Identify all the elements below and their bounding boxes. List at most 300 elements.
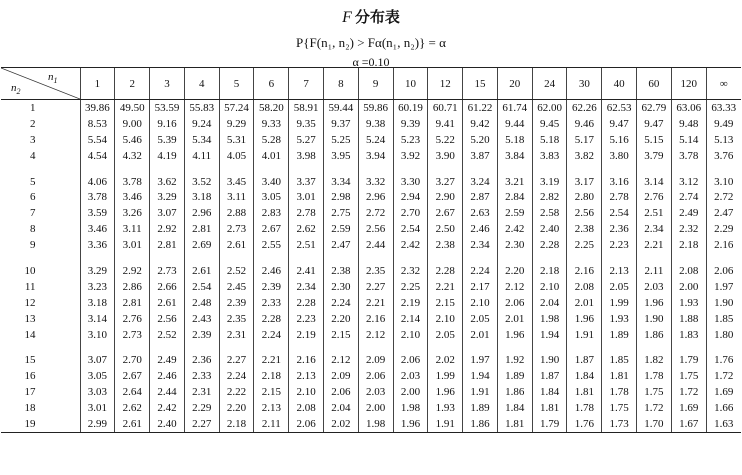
table-cell: 2.23	[602, 237, 637, 253]
table-cell: 1.90	[706, 295, 741, 311]
table-cell: 3.37	[289, 174, 324, 190]
column-header: 20	[497, 68, 532, 100]
table-cell: 2.34	[463, 237, 498, 253]
table-cell: 2.10	[428, 311, 463, 327]
table-cell: 3.40	[254, 174, 289, 190]
table-cell: 1.96	[393, 416, 428, 432]
table-row	[1, 263, 741, 279]
alpha-label: α =0.10	[352, 55, 390, 69]
table-cell: 2.27	[219, 352, 254, 368]
table-cell: 1.84	[567, 368, 602, 384]
table-cell: 5.23	[393, 132, 428, 148]
table-cell: 1.81	[567, 384, 602, 400]
table-cell: 2.25	[393, 279, 428, 295]
table-cell: 1.96	[637, 295, 672, 311]
table-cell: 2.39	[219, 295, 254, 311]
table-cell: 2.16	[706, 237, 741, 253]
row-header: 18	[24, 402, 36, 415]
table-cell: 2.94	[393, 189, 428, 205]
table-cell: 2.46	[463, 221, 498, 237]
table-cell: 3.24	[463, 174, 498, 190]
table-cell: 3.23	[80, 279, 115, 295]
table-cell: 5.27	[289, 132, 324, 148]
table-cell: 2.43	[184, 311, 219, 327]
table-cell: 2.39	[254, 279, 289, 295]
table-cell: 1.89	[497, 368, 532, 384]
table-cell: 2.22	[219, 384, 254, 400]
table-cell: 1.93	[602, 311, 637, 327]
table-cell: 2.24	[323, 295, 358, 311]
row-header: 15	[24, 354, 36, 367]
column-header: 15	[463, 68, 498, 100]
table-cell: 2.80	[567, 189, 602, 205]
table-cell: 2.92	[115, 263, 150, 279]
table-cell: 4.11	[184, 148, 219, 164]
table-cell: 1.87	[532, 368, 567, 384]
table-cell: 2.06	[358, 368, 393, 384]
table-cell: 2.38	[428, 237, 463, 253]
table-cell: 3.32	[358, 174, 393, 190]
table-cell: 3.90	[428, 148, 463, 164]
table-cell: 1.86	[637, 327, 672, 343]
column-header: 24	[532, 68, 567, 100]
table-cell: 2.41	[289, 263, 324, 279]
table-cell: 3.45	[219, 174, 254, 190]
table-cell: 4.19	[150, 148, 185, 164]
table-cell: 3.52	[184, 174, 219, 190]
table-cell: 2.03	[637, 279, 672, 295]
table-cell: 3.17	[567, 174, 602, 190]
table-cell: 2.75	[323, 205, 358, 221]
page-title	[0, 6, 742, 27]
table-cell: 2.21	[428, 279, 463, 295]
table-cell: 2.10	[289, 384, 324, 400]
table-cell: 3.80	[602, 148, 637, 164]
table-cell: 2.08	[671, 263, 706, 279]
table-cell: 1.91	[463, 384, 498, 400]
table-cell: 2.28	[532, 237, 567, 253]
table-cell: 5.18	[532, 132, 567, 148]
table-cell: 2.67	[428, 205, 463, 221]
table-cell: 9.45	[532, 116, 567, 132]
row-header: 7	[30, 207, 36, 220]
group-spacer	[1, 253, 741, 263]
table-cell: 3.87	[463, 148, 498, 164]
header-row	[1, 68, 741, 100]
row-header: 17	[24, 386, 36, 399]
table-cell: 1.85	[706, 311, 741, 327]
title-text: 分布表	[354, 8, 400, 26]
table-cell: 2.29	[184, 400, 219, 416]
table-cell: 5.14	[671, 132, 706, 148]
table-cell: 3.05	[80, 368, 115, 384]
table-cell: 5.20	[463, 132, 498, 148]
table-cell: 1.70	[637, 416, 672, 432]
table-cell: 1.76	[706, 352, 741, 368]
table-cell: 63.33	[706, 100, 741, 116]
table-cell: 2.42	[393, 237, 428, 253]
table-cell: 2.06	[497, 295, 532, 311]
table-cell: 60.71	[428, 100, 463, 116]
column-header: 2	[115, 68, 150, 100]
table-cell: 2.76	[115, 311, 150, 327]
table-cell: 2.00	[393, 384, 428, 400]
table-cell: 2.09	[323, 368, 358, 384]
table-cell: 2.06	[289, 416, 324, 432]
table-cell: 2.61	[184, 263, 219, 279]
table-cell: 61.22	[463, 100, 498, 116]
table-cell: 9.39	[393, 116, 428, 132]
table-row	[1, 116, 741, 132]
table-cell: 2.59	[497, 205, 532, 221]
table-cell: 2.15	[428, 295, 463, 311]
table-cell: 1.66	[706, 400, 741, 416]
table-cell: 3.78	[115, 174, 150, 190]
table-cell: 3.10	[706, 174, 741, 190]
table-cell: 2.73	[150, 263, 185, 279]
column-header: 120	[671, 68, 706, 100]
table-cell: 2.19	[393, 295, 428, 311]
table-cell: 57.24	[219, 100, 254, 116]
table-cell: 2.17	[463, 279, 498, 295]
row-header: 5	[30, 175, 36, 188]
table-cell: 3.78	[80, 189, 115, 205]
table-cell: 2.10	[393, 327, 428, 343]
table-cell: 2.96	[358, 189, 393, 205]
table-cell: 1.86	[463, 416, 498, 432]
table-cell: 1.79	[671, 352, 706, 368]
table-cell: 2.16	[289, 352, 324, 368]
table-cell: 2.50	[428, 221, 463, 237]
table-body	[1, 100, 741, 433]
table-cell: 1.75	[671, 368, 706, 384]
table-cell: 1.85	[602, 352, 637, 368]
table-row	[1, 174, 741, 190]
table-cell: 1.91	[567, 327, 602, 343]
f-distribution-table	[1, 67, 741, 433]
row-header: 2	[30, 117, 36, 130]
table-cell: 3.19	[532, 174, 567, 190]
table-cell: 4.01	[254, 148, 289, 164]
table-cell: 3.05	[254, 189, 289, 205]
table-cell: 3.12	[671, 174, 706, 190]
table-row	[1, 237, 741, 253]
table-cell: 2.04	[323, 400, 358, 416]
table-cell: 53.59	[150, 100, 185, 116]
table-cell: 1.84	[532, 384, 567, 400]
table-cell: 2.35	[219, 311, 254, 327]
table-cell: 3.29	[80, 263, 115, 279]
table-cell: 3.18	[184, 189, 219, 205]
table-cell: 2.64	[115, 384, 150, 400]
table-cell: 9.49	[706, 116, 741, 132]
table-row	[1, 205, 741, 221]
table-cell: 3.07	[150, 205, 185, 221]
table-cell: 2.66	[150, 279, 185, 295]
table-cell: 2.31	[219, 327, 254, 343]
table-cell: 5.15	[637, 132, 672, 148]
table-cell: 3.11	[115, 221, 150, 237]
table-cell: 5.16	[602, 132, 637, 148]
table-row	[1, 327, 741, 343]
table-cell: 39.86	[80, 100, 115, 116]
table-cell: 2.61	[115, 416, 150, 432]
table-cell: 1.96	[428, 384, 463, 400]
table-cell: 2.83	[254, 205, 289, 221]
table-cell: 1.69	[671, 400, 706, 416]
table-cell: 2.04	[532, 295, 567, 311]
column-header: 1	[80, 68, 115, 100]
table-cell: 8.53	[80, 116, 115, 132]
table-cell: 2.05	[602, 279, 637, 295]
table-cell: 2.98	[323, 189, 358, 205]
table-cell: 2.21	[254, 352, 289, 368]
table-cell: 2.36	[602, 221, 637, 237]
table-cell: 2.96	[184, 205, 219, 221]
table-cell: 1.81	[532, 400, 567, 416]
table-cell: 2.61	[150, 295, 185, 311]
table-cell: 5.13	[706, 132, 741, 148]
table-cell: 1.92	[497, 352, 532, 368]
table-cell: 2.28	[428, 263, 463, 279]
probability-formula: P{F(n₁, n₂) > Fα(n₁, n₂)} = α	[296, 35, 446, 50]
table-cell: 2.99	[80, 416, 115, 432]
table-cell: 1.98	[393, 400, 428, 416]
table-cell: 2.61	[219, 237, 254, 253]
table-cell: 2.30	[497, 237, 532, 253]
table-cell: 2.81	[150, 237, 185, 253]
table-cell: 2.18	[254, 368, 289, 384]
table-cell: 9.24	[184, 116, 219, 132]
row-header: 3	[30, 133, 36, 146]
table-cell: 2.10	[463, 295, 498, 311]
table-cell: 2.01	[567, 295, 602, 311]
row-header: 12	[24, 296, 36, 309]
table-cell: 5.46	[115, 132, 150, 148]
table-cell: 3.98	[289, 148, 324, 164]
table-row	[1, 221, 741, 237]
table-cell: 2.45	[219, 279, 254, 295]
table-cell: 2.56	[567, 205, 602, 221]
table-cell: 3.29	[150, 189, 185, 205]
table-cell: 1.83	[671, 327, 706, 343]
row-header: 14	[24, 328, 36, 341]
table-cell: 3.92	[393, 148, 428, 164]
table-cell: 2.20	[323, 311, 358, 327]
column-header: 3	[150, 68, 185, 100]
table-cell: 1.67	[671, 416, 706, 432]
table-cell: 2.54	[602, 205, 637, 221]
table-cell: 2.03	[393, 368, 428, 384]
table-cell: 2.88	[219, 205, 254, 221]
table-cell: 3.21	[497, 174, 532, 190]
table-cell: 5.24	[358, 132, 393, 148]
table-cell: 1.98	[358, 416, 393, 432]
table-cell: 60.19	[393, 100, 428, 116]
column-header: 60	[637, 68, 672, 100]
table-cell: 2.00	[671, 279, 706, 295]
table-cell: 1.99	[428, 368, 463, 384]
table-cell: 4.32	[115, 148, 150, 164]
table-cell: 4.05	[219, 148, 254, 164]
table-cell: 3.01	[115, 237, 150, 253]
table-row	[1, 189, 741, 205]
table-cell: 2.13	[289, 368, 324, 384]
table-cell: 3.11	[219, 189, 254, 205]
table-cell: 2.72	[706, 189, 741, 205]
table-cell: 1.98	[532, 311, 567, 327]
table-cell: 2.73	[219, 221, 254, 237]
table-cell: 2.49	[150, 352, 185, 368]
table-cell: 2.12	[358, 327, 393, 343]
table-cell: 1.72	[706, 368, 741, 384]
table-cell: 1.78	[602, 384, 637, 400]
table-cell: 2.55	[254, 237, 289, 253]
table-cell: 2.67	[254, 221, 289, 237]
table-cell: 2.12	[323, 352, 358, 368]
table-cell: 2.23	[289, 311, 324, 327]
table-cell: 2.81	[115, 295, 150, 311]
table-cell: 1.97	[463, 352, 498, 368]
table-cell: 3.16	[602, 174, 637, 190]
table-cell: 2.84	[497, 189, 532, 205]
table-cell: 2.87	[463, 189, 498, 205]
table-cell: 5.28	[254, 132, 289, 148]
table-cell: 62.53	[602, 100, 637, 116]
table-cell: 5.17	[567, 132, 602, 148]
table-cell: 5.22	[428, 132, 463, 148]
table-cell: 1.81	[602, 368, 637, 384]
table-cell: 2.56	[150, 311, 185, 327]
table-cell: 1.78	[567, 400, 602, 416]
table-cell: 3.03	[80, 384, 115, 400]
table-cell: 2.24	[463, 263, 498, 279]
table-cell: 9.48	[671, 116, 706, 132]
table-cell: 2.40	[532, 221, 567, 237]
table-cell: 1.69	[706, 384, 741, 400]
table-cell: 2.15	[254, 384, 289, 400]
table-cell: 2.30	[323, 279, 358, 295]
table-row	[1, 311, 741, 327]
row-header: 4	[30, 149, 36, 162]
table-row	[1, 295, 741, 311]
table-cell: 2.58	[532, 205, 567, 221]
column-header: 7	[289, 68, 324, 100]
table-cell: 2.39	[184, 327, 219, 343]
table-cell: 2.28	[289, 295, 324, 311]
table-cell: 2.10	[532, 279, 567, 295]
table-cell: 1.82	[637, 352, 672, 368]
column-header: 30	[567, 68, 602, 100]
table-cell: 1.76	[567, 416, 602, 432]
table-cell: 2.06	[393, 352, 428, 368]
table-cell: 5.25	[323, 132, 358, 148]
table-cell: 1.72	[671, 384, 706, 400]
title-variable: F	[342, 9, 352, 26]
table-cell: 2.76	[637, 189, 672, 205]
table-cell: 3.95	[323, 148, 358, 164]
table-cell: 2.11	[637, 263, 672, 279]
table-cell: 2.62	[115, 400, 150, 416]
table-cell: 2.11	[254, 416, 289, 432]
table-cell: 2.72	[358, 205, 393, 221]
table-cell: 2.70	[115, 352, 150, 368]
table-cell: 2.67	[115, 368, 150, 384]
table-cell: 2.05	[428, 327, 463, 343]
table-cell: 2.82	[532, 189, 567, 205]
table-cell: 2.31	[184, 384, 219, 400]
table-cell: 3.84	[497, 148, 532, 164]
table-cell: 3.46	[80, 221, 115, 237]
table-cell: 3.36	[80, 237, 115, 253]
table-cell: 3.18	[80, 295, 115, 311]
table-cell: 1.79	[532, 416, 567, 432]
table-cell: 2.56	[358, 221, 393, 237]
table-row	[1, 400, 741, 416]
table-cell: 1.93	[671, 295, 706, 311]
table-cell: 1.90	[637, 311, 672, 327]
table-cell: 61.74	[497, 100, 532, 116]
column-header: 8	[323, 68, 358, 100]
column-header: 4	[184, 68, 219, 100]
table-cell: 2.40	[150, 416, 185, 432]
table-cell: 2.12	[497, 279, 532, 295]
table-cell: 2.20	[219, 400, 254, 416]
table-cell: 1.75	[637, 384, 672, 400]
table-cell: 62.26	[567, 100, 602, 116]
table-cell: 3.78	[671, 148, 706, 164]
table-cell: 3.30	[393, 174, 428, 190]
table-cell: 1.63	[706, 416, 741, 432]
table-cell: 5.54	[80, 132, 115, 148]
table-cell: 1.84	[497, 400, 532, 416]
table-cell: 2.06	[323, 384, 358, 400]
row-header: 8	[30, 223, 36, 236]
table-cell: 2.38	[567, 221, 602, 237]
table-cell: 2.06	[706, 263, 741, 279]
table-cell: 1.89	[463, 400, 498, 416]
table-cell: 2.18	[671, 237, 706, 253]
table-cell: 2.13	[254, 400, 289, 416]
table-cell: 2.42	[497, 221, 532, 237]
table-cell: 3.01	[80, 400, 115, 416]
column-header: 40	[602, 68, 637, 100]
table-cell: 2.16	[358, 311, 393, 327]
table-cell: 2.52	[150, 327, 185, 343]
table-cell: 2.18	[219, 416, 254, 432]
table-cell: 5.18	[497, 132, 532, 148]
table-cell: 3.07	[80, 352, 115, 368]
table-cell: 3.94	[358, 148, 393, 164]
table-cell: 3.83	[532, 148, 567, 164]
table-cell: 1.81	[497, 416, 532, 432]
table-cell: 1.87	[567, 352, 602, 368]
table-cell: 3.34	[323, 174, 358, 190]
table-cell: 2.08	[567, 279, 602, 295]
row-header: 19	[1, 416, 80, 432]
table-cell: 49.50	[115, 100, 150, 116]
table-cell: 9.38	[358, 116, 393, 132]
table-cell: 2.28	[254, 311, 289, 327]
table-cell: 59.44	[323, 100, 358, 116]
table-cell: 2.38	[323, 263, 358, 279]
table-cell: 1.94	[463, 368, 498, 384]
n1-label: $n_1$	[48, 71, 58, 86]
table-cell: 1.91	[428, 416, 463, 432]
table-cell: 3.14	[637, 174, 672, 190]
table-cell: 2.52	[219, 263, 254, 279]
n2-label: $n_2$	[11, 81, 21, 96]
